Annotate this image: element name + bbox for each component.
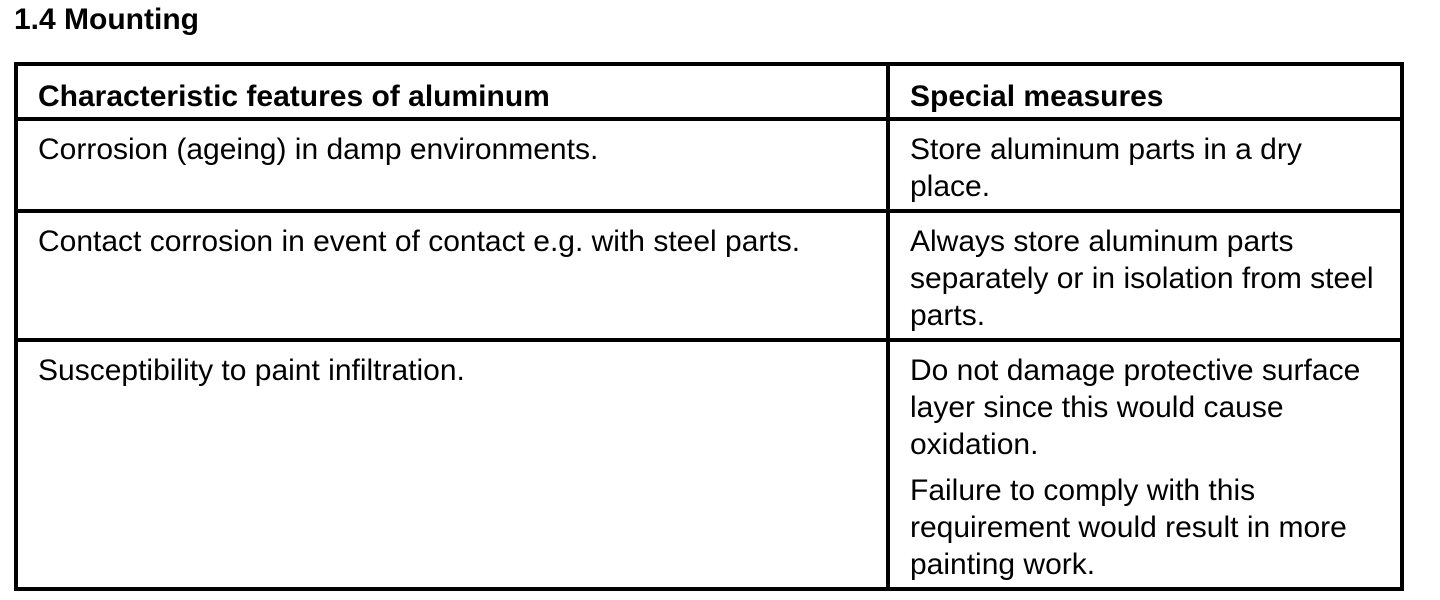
measure-cell (888, 340, 1402, 589)
column-header-measures: Special measures (888, 64, 1402, 119)
feature-text: Corrosion (ageing) in damp environments. (38, 133, 599, 166)
measure-cell (888, 119, 1402, 211)
feature-cell (16, 340, 888, 589)
feature-text: Susceptibility to paint infiltration. (38, 354, 465, 387)
measure-text: Do not damage protective surface layer since this would cause oxidation. (910, 354, 1361, 461)
table-row (16, 119, 1402, 211)
feature-cell (16, 119, 888, 211)
aluminum-measures-table (14, 62, 1404, 591)
feature-cell (16, 211, 888, 340)
measure-text: Store aluminum parts in a dry place. (910, 133, 1302, 203)
table-header-row (16, 64, 1402, 119)
measure-text: Always store aluminum parts separately or in isolation from steel parts. (910, 225, 1374, 332)
measure-text: Failure to comply with this requirement would result in more painting work. (910, 474, 1347, 581)
table-row (16, 340, 1402, 589)
feature-text: Contact corrosion in event of contact e.g. with steel parts. (38, 225, 801, 258)
column-header-features: Characteristic features of aluminum (16, 64, 888, 119)
measure-cell (888, 211, 1402, 340)
section-title: 1.4 Mounting (14, 3, 199, 36)
table-row (16, 211, 1402, 340)
